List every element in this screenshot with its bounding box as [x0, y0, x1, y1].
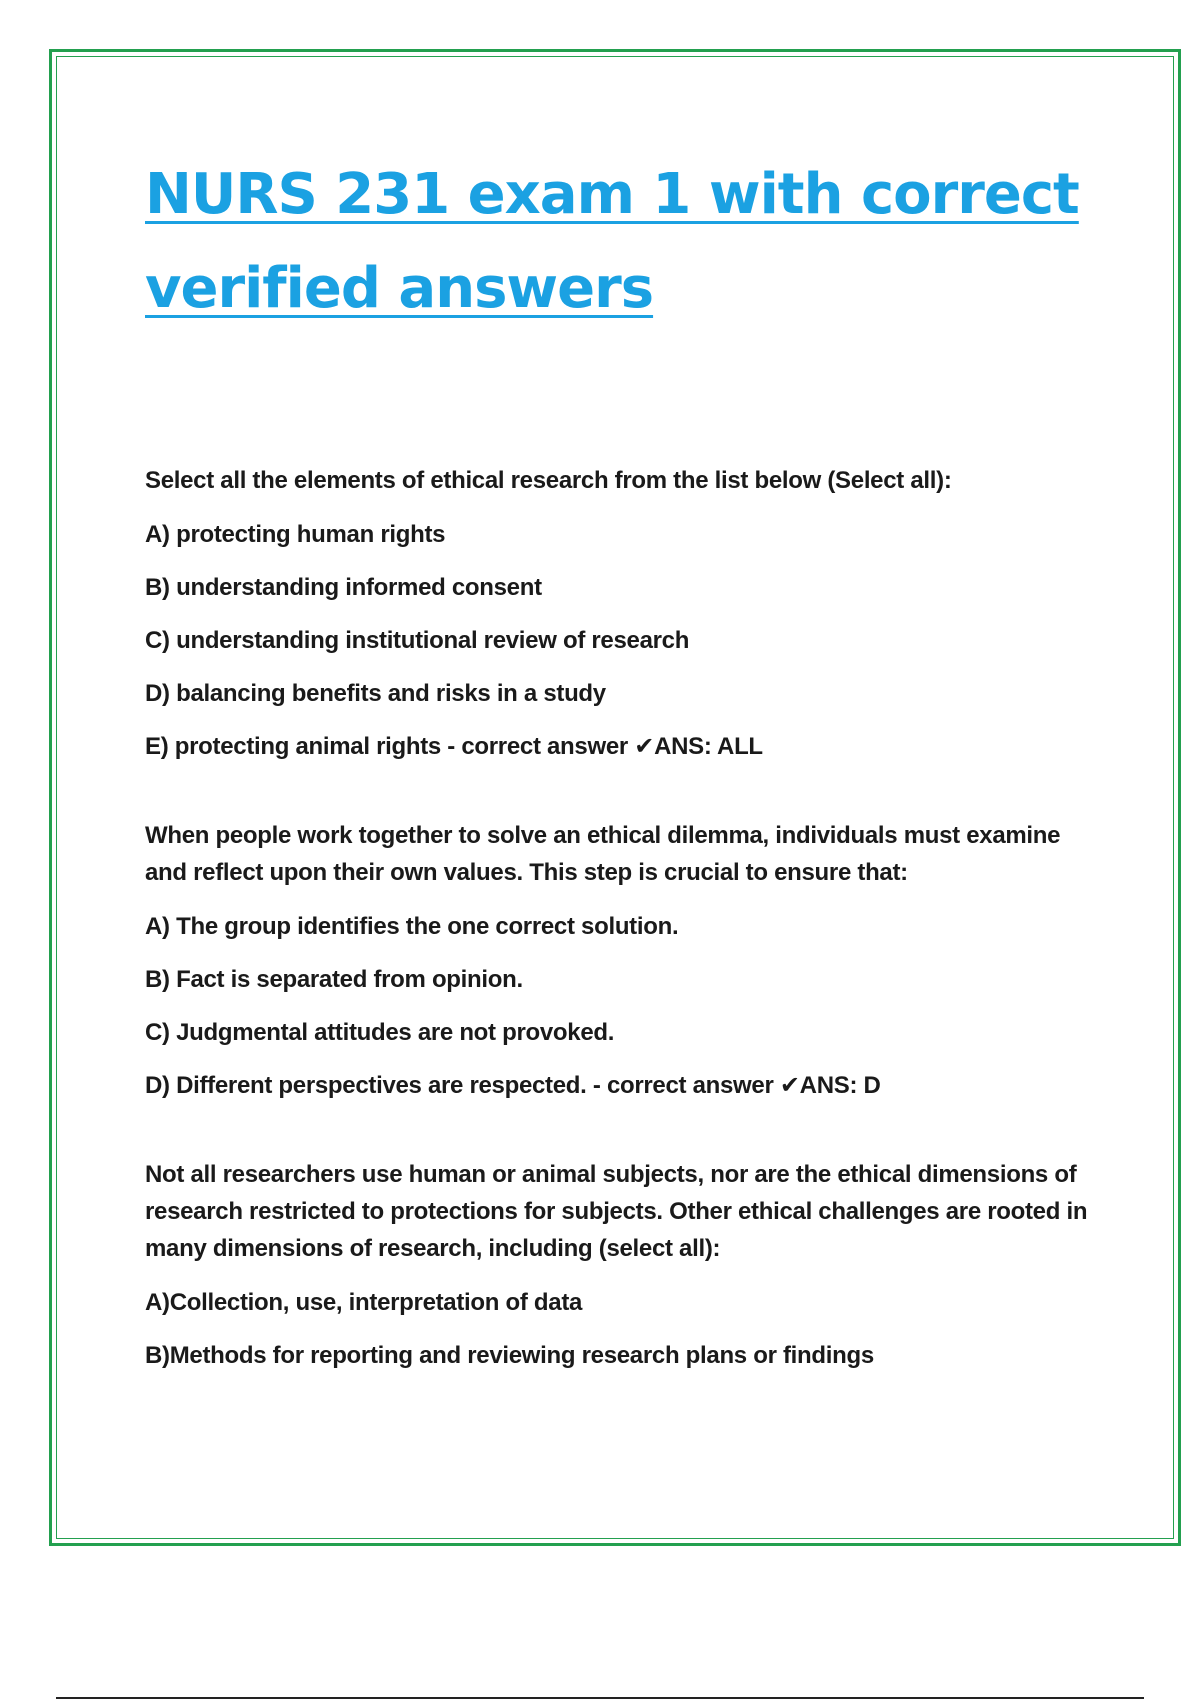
answer-option-b: B) understanding informed consent [145, 574, 542, 601]
answer-option-b: B) Fact is separated from opinion. [145, 966, 523, 993]
answer-option-c: C) Judgmental attitudes are not provoked. [145, 1019, 615, 1046]
question-1 [145, 462, 1090, 766]
question-2 [145, 817, 1090, 1105]
question-3 [145, 1156, 1090, 1375]
answer-option-a: A) protecting human rights [145, 521, 446, 548]
question-stem: When people work together to solve an ethical dilemma, individuals must examine and reflect upon their own values. This step is crucial to ensure that: [145, 822, 1061, 886]
answer-option-c: C) understanding institutional review of research [145, 627, 690, 654]
footer-divider [56, 1697, 1144, 1699]
document-title: NURS 231 exam 1 with correct verified answers [145, 162, 1079, 321]
answer-option-b: B)Methods for reporting and reviewing research plans or findings [145, 1342, 874, 1369]
answer-option-a: A) The group identifies the one correct solution. [145, 913, 679, 940]
answer-option-d: D) Different perspectives are respected. - correct answer ✔ANS: D [145, 1072, 881, 1099]
answer-option-d: D) balancing benefits and risks in a study [145, 680, 606, 707]
question-stem: Not all researchers use human or animal subjects, nor are the ethical dimensions of research restricted to protections for subjects. Other ethical challenges are rooted in many dimensions of research, including (select all): [145, 1161, 1088, 1262]
answer-option-a: A)Collection, use, interpretation of data [145, 1289, 583, 1316]
answer-option-e: E) protecting animal rights - correct answer ✔ANS: ALL [145, 733, 763, 760]
question-stem: Select all the elements of ethical research from the list below (Select all): [145, 467, 952, 494]
question-list [145, 462, 1090, 1426]
